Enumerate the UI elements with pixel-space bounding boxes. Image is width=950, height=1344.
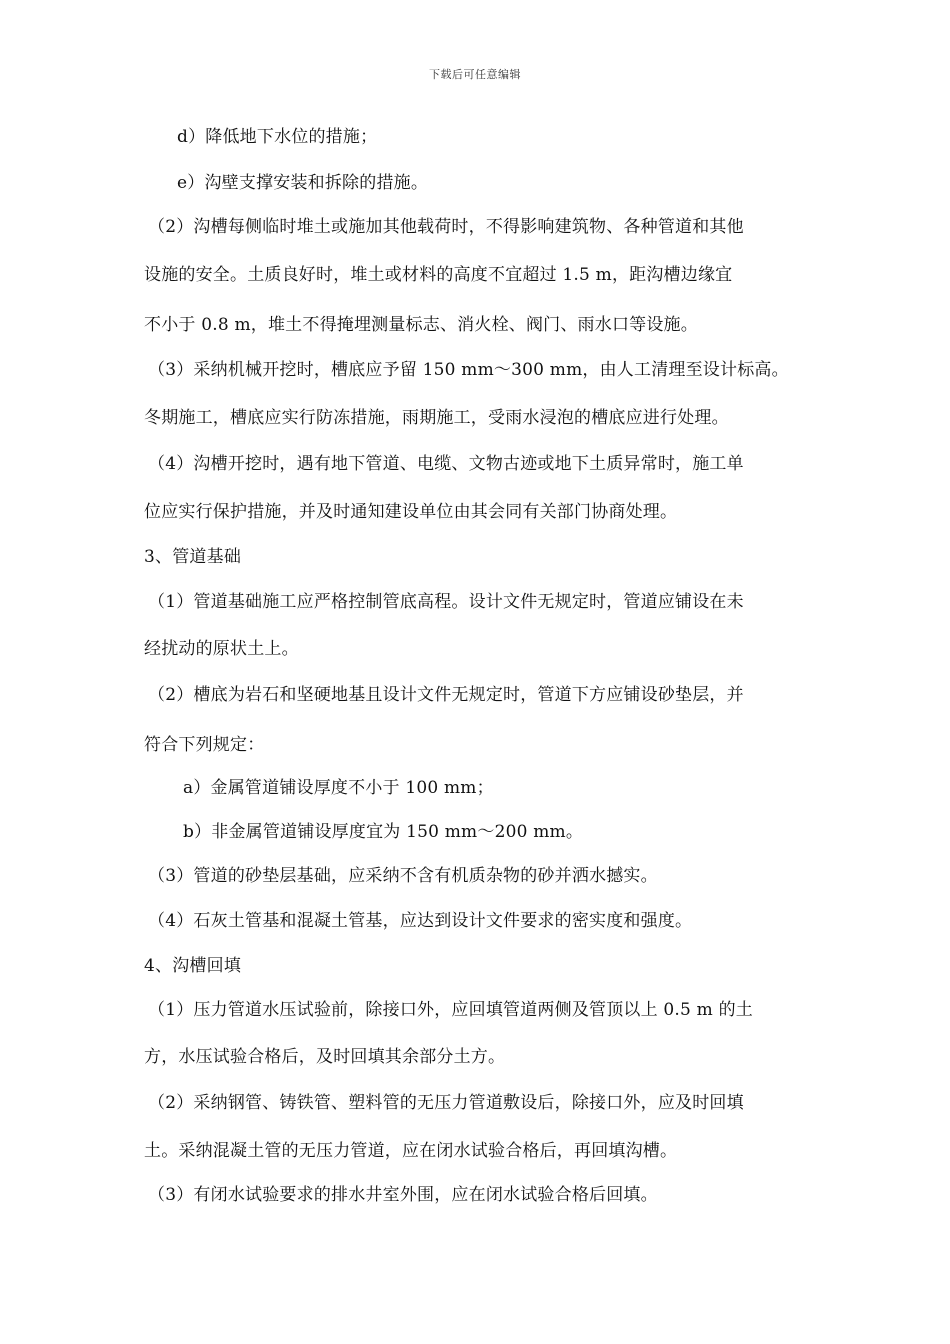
page-header: 下载后可任意编辑	[429, 68, 521, 81]
paragraph-line: 经扰动的原状土上。	[144, 639, 299, 659]
paragraph-line: 不小于 0.8 m，堆土不得掩埋测量标志、消火栓、阀门、雨水口等设施。	[144, 315, 698, 335]
list-item-a: a）金属管道铺设厚度不小于 100 mm；	[183, 778, 494, 798]
paragraph-line: （2）槽底为岩石和坚硬地基且设计文件无规定时，管道下方应铺设砂垫层，并	[148, 685, 744, 705]
paragraph-line: 土。采纳混凝土管的无压力管道，应在闭水试验合格后，再回填沟槽。	[144, 1141, 678, 1161]
paragraph-line: （1）压力管道水压试验前，除接口外，应回填管道两侧及管顶以上 0.5 m 的土	[148, 1000, 753, 1020]
paragraph-line: 位应实行保护措施，并及时通知建设单位由其会同有关部门协商处理。	[144, 502, 678, 522]
list-item-d: d）降低地下水位的措施；	[177, 127, 378, 147]
list-item-e: e）沟壁支撑安装和拆除的措施。	[177, 173, 429, 193]
paragraph-line: （4）沟槽开挖时，遇有地下管道、电缆、文物古迹或地下土质异常时，施工单	[148, 454, 744, 474]
paragraph-line: 设施的安全。土质良好时，堆土或材料的高度不宜超过 1.5 m，距沟槽边缘宜	[144, 265, 733, 285]
section-heading: 4、沟槽回填	[144, 956, 242, 976]
paragraph-line: （4）石灰土管基和混凝土管基，应达到设计文件要求的密实度和强度。	[148, 911, 693, 931]
paragraph-line: （2）采纳钢管、铸铁管、塑料管的无压力管道敷设后，除接口外，应及时回填	[148, 1093, 744, 1113]
paragraph-line: （2）沟槽每侧临时堆土或施加其他载荷时，不得影响建筑物、各种管道和其他	[148, 217, 744, 237]
paragraph-line: 冬期施工，槽底应实行防冻措施，雨期施工，受雨水浸泡的槽底应进行处理。	[144, 408, 729, 428]
paragraph-line: （1）管道基础施工应严格控制管底高程。设计文件无规定时，管道应铺设在未	[148, 592, 744, 612]
paragraph-line: 方，水压试验合格后，及时回填其余部分土方。	[144, 1047, 506, 1067]
paragraph-line: （3）采纳机械开挖时，槽底应予留 150 mm～300 mm，由人工清理至设计标高。	[148, 360, 789, 380]
section-heading: 3、管道基础	[144, 547, 242, 567]
paragraph-line: 符合下列规定：	[144, 735, 265, 755]
list-item-b: b）非金属管道铺设厚度宜为 150 mm～200 mm。	[183, 822, 584, 842]
paragraph-line: （3）有闭水试验要求的排水井室外围，应在闭水试验合格后回填。	[148, 1185, 658, 1205]
paragraph-line: （3）管道的砂垫层基础，应采纳不含有机质杂物的砂并洒水撼实。	[148, 866, 658, 886]
